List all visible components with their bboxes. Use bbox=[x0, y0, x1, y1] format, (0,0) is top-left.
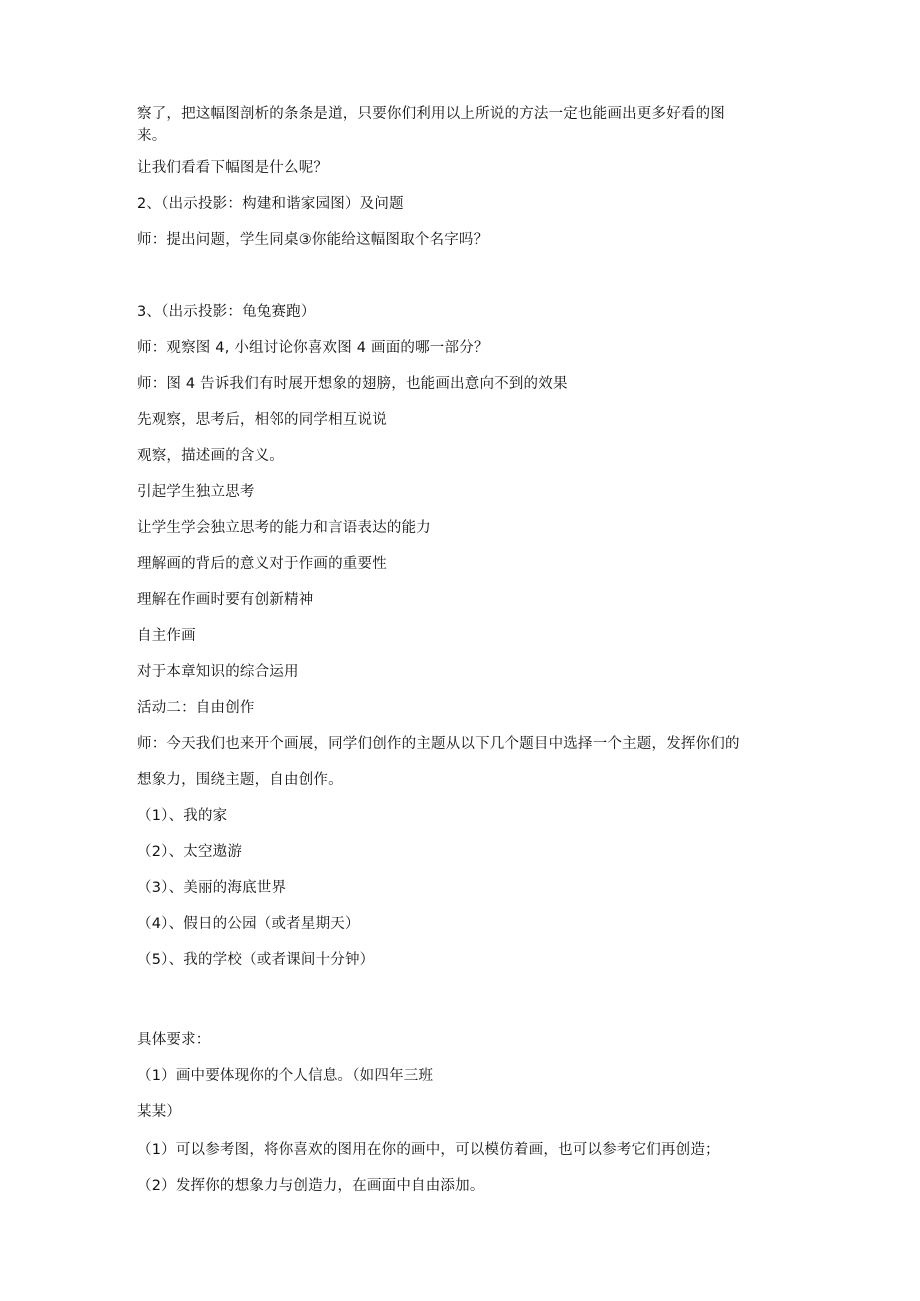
text-line-observe: 师：观察图 4, 小组讨论你喜欢图 4 画面的哪一部分？ bbox=[137, 340, 489, 356]
text-line-innovation: 理解在作画时要有创新精神 bbox=[137, 592, 314, 608]
text-line-meaning: 理解画的背后的意义对于作画的重要性 bbox=[137, 556, 387, 572]
text-line-requirement-1: （1）画中要体现你的个人信息。（如四年三班 bbox=[137, 1068, 434, 1084]
text-line-topic-5: （5）、我的学校（或者课间十分钟） bbox=[137, 952, 375, 968]
text-line-think: 引起学生独立思考 bbox=[137, 484, 255, 500]
text-line-continuation-end: 来。 bbox=[137, 128, 167, 144]
text-line-question: 让我们看看下幅图是什么呢？ bbox=[137, 160, 329, 176]
text-line-activity-heading: 活动二：自由创作 bbox=[137, 700, 255, 716]
text-line-topic-3: （3）、美丽的海底世界 bbox=[137, 880, 287, 896]
text-line-continuation: 察了，把这幅图剖析的条条是道，只要你们利用以上所说的方法一定也能画出更多好看的图 bbox=[137, 106, 725, 122]
text-line-requirement-reference: （1）可以参考图，将你喜欢的图用在你的画中，可以模仿着画，也可以参考它们再创造； bbox=[137, 1142, 720, 1158]
text-line-discuss: 先观察，思考后，相邻的同学相互说说 bbox=[137, 412, 387, 428]
text-line-exhibition-end: 想象力，围绕主题，自由创作。 bbox=[137, 772, 343, 788]
text-line-describe: 观察，描述画的含义。 bbox=[137, 448, 284, 464]
text-line-requirements-heading: 具体要求： bbox=[137, 1032, 211, 1048]
text-line-item-3: 3、（出示投影：龟兔赛跑） bbox=[137, 304, 316, 320]
text-line-topic-2: （2）、太空遨游 bbox=[137, 844, 243, 860]
text-line-requirement-1-end: 某某） bbox=[137, 1104, 182, 1120]
text-line-topic-1: （1）、我的家 bbox=[137, 808, 228, 824]
text-line-requirement-2: （2）发挥你的想象力与创造力，在画面中自由添加。 bbox=[137, 1178, 485, 1194]
text-line-exhibition: 师：今天我们也来开个画展，同学们创作的主题从以下几个题目中选择一个主题，发挥你们的 bbox=[137, 736, 740, 752]
text-line-apply: 对于本章知识的综合运用 bbox=[137, 664, 299, 680]
text-line-imagination: 师：图 4 告诉我们有时展开想象的翅膀，也能画出意向不到的效果 bbox=[137, 376, 568, 392]
text-line-ability: 让学生学会独立思考的能力和言语表达的能力 bbox=[137, 520, 431, 536]
text-line-self-draw: 自主作画 bbox=[137, 628, 196, 644]
text-line-item-2: 2、（出示投影：构建和谐家园图）及问题 bbox=[137, 196, 404, 212]
text-line-teacher-question: 师：提出问题，学生同桌③你能给这幅图取个名字吗？ bbox=[137, 232, 489, 248]
text-line-topic-4: （4）、假日的公园（或者星期天） bbox=[137, 916, 360, 932]
